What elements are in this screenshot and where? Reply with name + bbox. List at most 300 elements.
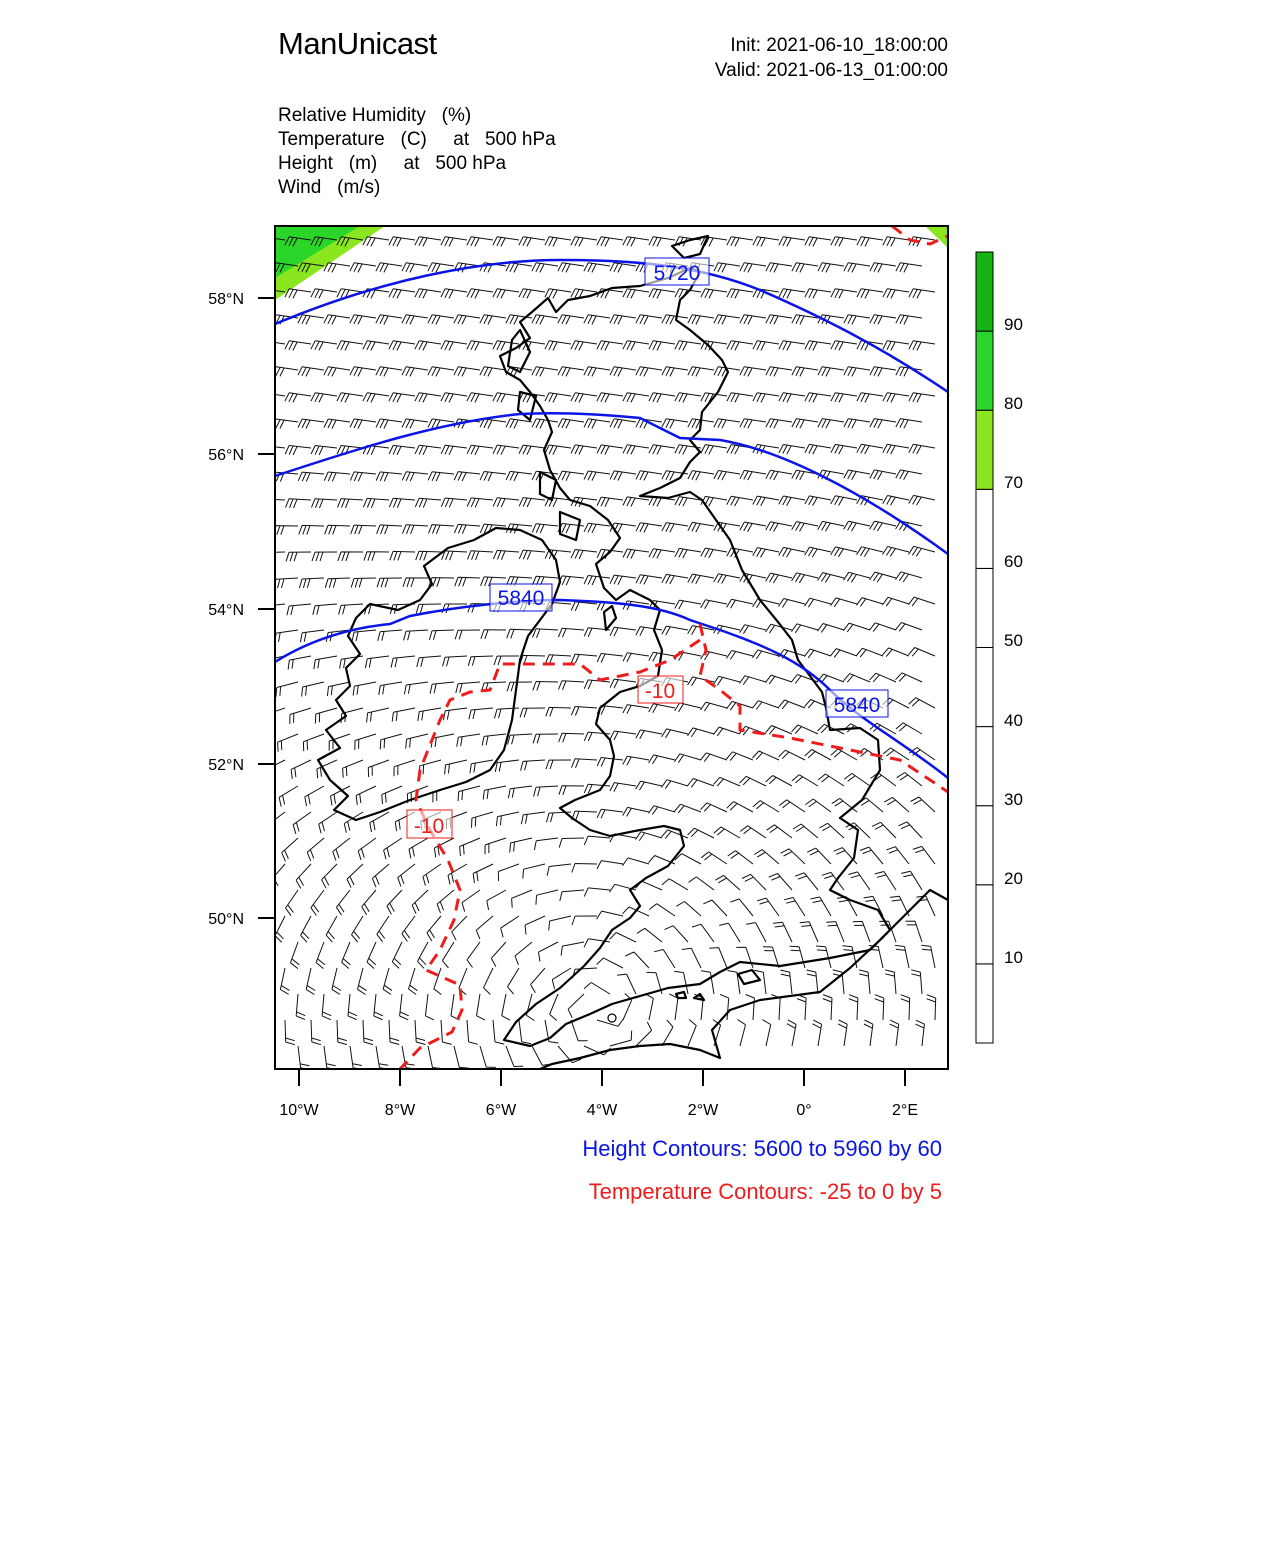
wind-barb	[792, 263, 818, 273]
wind-barb	[441, 445, 467, 455]
wind-barb	[584, 680, 610, 689]
wind-barb	[843, 623, 870, 632]
wind-barb	[766, 776, 792, 787]
wind-barb	[293, 812, 311, 834]
height-contour-note: Height Contours: 5600 to 5960 by 60	[582, 1136, 942, 1161]
wind-barb	[740, 522, 766, 532]
wind-barb	[558, 419, 584, 429]
wind-barb	[299, 525, 324, 534]
wind-barb	[403, 525, 429, 534]
wind-barb	[623, 756, 649, 765]
wind-barb	[374, 994, 383, 1020]
wind-barb	[714, 676, 741, 685]
wind-barb	[818, 573, 844, 583]
wind-barb	[274, 578, 299, 588]
wind-barb	[472, 812, 494, 828]
wind-barb	[805, 750, 831, 761]
wind-barb	[402, 315, 428, 325]
wind-barb	[298, 315, 324, 325]
wind-barb	[645, 994, 653, 1020]
wind-barb	[275, 630, 299, 643]
colorbar-label-90: 90	[1004, 315, 1023, 334]
weather-map	[208, 210, 1055, 1130]
wind-barb	[818, 521, 844, 531]
wind-barb	[688, 471, 714, 481]
wind-barb	[623, 341, 649, 351]
wind-barb	[455, 630, 480, 639]
wind-barb	[325, 578, 350, 588]
wind-barb	[391, 656, 415, 668]
wind-barb	[895, 623, 922, 632]
wind-barb	[324, 419, 350, 429]
longitude-labels	[279, 1102, 918, 1119]
wind-barb	[337, 1020, 347, 1045]
wind-barb	[921, 945, 935, 968]
wind-barb	[363, 341, 389, 351]
wind-barb	[343, 760, 363, 778]
wind-barb	[890, 1020, 899, 1046]
wind-barb	[307, 838, 324, 861]
wind-barb	[753, 393, 779, 403]
wind-barb	[443, 656, 467, 666]
wind-barb	[519, 550, 545, 559]
wind-barb	[826, 922, 844, 942]
wind-barb	[363, 393, 389, 403]
wind-barb	[662, 780, 689, 789]
wind-barb	[675, 754, 702, 763]
temperature-contour-note: Temperature Contours: -25 to 0 by 5	[588, 1179, 942, 1204]
wind-barb	[911, 797, 935, 812]
wind-barb	[675, 703, 701, 712]
wind-barb	[637, 928, 662, 942]
wind-barb	[687, 779, 714, 788]
wind-barb	[507, 682, 532, 691]
wind-barb	[584, 263, 610, 273]
wind-barb	[792, 624, 819, 633]
wind-barb	[417, 656, 441, 667]
wind-barb	[510, 838, 532, 852]
colorbar-label-10: 10	[1004, 948, 1023, 967]
wind-barb	[338, 552, 363, 561]
wind-barb	[844, 572, 871, 582]
lat-label-50n: 50°N	[208, 911, 244, 928]
init-time: Init: 2021-06-10_18:00:00	[730, 35, 948, 56]
wind-barb	[870, 572, 897, 582]
wind-barb	[389, 393, 415, 403]
wind-barb	[816, 946, 831, 968]
wind-barb	[857, 547, 883, 557]
wind-barb	[701, 548, 727, 558]
wind-barb	[336, 890, 350, 915]
wind-barb	[662, 315, 688, 325]
wind-barb	[838, 1020, 847, 1046]
wind-barb	[832, 798, 857, 812]
wind-barb	[625, 952, 649, 968]
wind-barb	[402, 472, 428, 481]
wind-barb	[773, 922, 792, 942]
wind-barb	[781, 849, 805, 864]
wind-barb	[753, 548, 779, 558]
wind-barb	[909, 341, 935, 351]
wind-barb	[662, 523, 688, 533]
wind-barb	[376, 419, 402, 429]
wind-barb	[584, 523, 610, 533]
wind-barb	[425, 994, 434, 1020]
wind-barb	[363, 498, 389, 507]
wind-barb	[558, 628, 584, 637]
coast-isle-of-wight	[738, 970, 760, 984]
wind-barb	[285, 1020, 295, 1045]
wind-barb	[367, 708, 389, 722]
wind-barb	[610, 627, 636, 636]
wind-barb	[326, 916, 337, 942]
wind-barb	[787, 1020, 796, 1046]
longitude-ticks	[299, 1069, 905, 1086]
colorbar-bin	[976, 410, 993, 489]
wind-barb	[285, 289, 311, 299]
wind-barb	[909, 393, 935, 403]
wind-barb	[703, 900, 727, 916]
wind-barb	[457, 734, 480, 747]
wind-barb	[428, 1046, 442, 1069]
wind-barb	[610, 419, 636, 429]
wind-barb	[727, 341, 753, 351]
wind-barb	[324, 1046, 336, 1070]
wind-barb	[915, 1020, 924, 1046]
wind-barb	[454, 524, 480, 533]
wind-barb	[468, 656, 493, 666]
wind-barb	[434, 838, 454, 857]
wind-barb	[766, 522, 792, 532]
wind-barb	[572, 759, 598, 768]
wind-barb	[521, 760, 545, 771]
wind-barb	[896, 419, 922, 429]
wind-barb	[571, 341, 597, 351]
wind-barb	[883, 341, 909, 351]
wind-barb	[298, 472, 324, 481]
wind-barb	[688, 828, 714, 838]
wind-barb	[675, 341, 701, 351]
wind-barb	[402, 419, 428, 429]
wind-barb	[482, 734, 506, 746]
wind-barb	[571, 1020, 588, 1041]
wind-barb	[286, 890, 299, 916]
wind-barb	[275, 916, 285, 942]
wind-barb	[545, 393, 571, 403]
wind-barb	[493, 1020, 504, 1044]
wind-barb	[400, 994, 409, 1020]
wind-barb	[434, 968, 442, 995]
wind-barb	[727, 802, 753, 812]
wind-barb	[480, 419, 506, 429]
height-label-north: 5720	[653, 262, 701, 285]
wind-barb	[445, 760, 467, 774]
wind-barb	[495, 760, 519, 772]
wind-barb	[402, 916, 415, 942]
wind-barb	[927, 995, 936, 1020]
wind-barb	[362, 890, 376, 915]
wind-barb	[831, 598, 858, 607]
wind-barb	[286, 499, 312, 508]
temp-label-central: -10	[644, 680, 676, 703]
wind-barb	[404, 682, 428, 694]
wind-barb	[676, 902, 701, 917]
height-label-mid: 5840	[497, 587, 545, 610]
wind-barb	[467, 289, 493, 299]
colorbar-bin	[976, 489, 993, 568]
wind-barb	[412, 890, 428, 914]
wind-barb	[726, 752, 753, 761]
wind-barb	[883, 496, 909, 506]
wind-barb	[493, 289, 519, 299]
wind-barb	[909, 546, 936, 556]
wind-barb	[792, 725, 819, 734]
wind-barb	[856, 648, 883, 657]
wind-barb	[763, 1020, 771, 1046]
wind-barb	[623, 393, 649, 403]
wind-barb	[487, 890, 506, 910]
wind-barb	[610, 679, 636, 688]
wind-barb	[418, 942, 429, 968]
wind-barb	[887, 847, 910, 864]
wind-barb	[501, 916, 519, 937]
wind-barb	[857, 237, 883, 247]
wind-barb	[844, 521, 870, 531]
wind-barb	[844, 263, 870, 273]
wind-barb	[792, 573, 818, 583]
wind-barb	[409, 968, 418, 995]
wind-barb	[415, 393, 441, 403]
wind-barb	[752, 701, 779, 710]
wind-barb	[727, 393, 753, 403]
wind-barb	[568, 994, 584, 1018]
wind-barb	[311, 446, 337, 456]
wind-barb	[532, 315, 558, 325]
wind-barb	[649, 549, 675, 559]
wind-barb	[793, 824, 818, 838]
wind-barb	[805, 341, 831, 351]
wind-barb	[519, 289, 545, 299]
wind-barb	[849, 995, 858, 1020]
wind-barb	[913, 846, 935, 864]
wind-barb	[610, 471, 636, 481]
wind-barb	[807, 970, 819, 994]
wind-barb	[597, 861, 623, 869]
wind-barb	[545, 289, 571, 299]
wind-barb	[692, 924, 714, 942]
wind-barb	[895, 945, 909, 968]
wind-barb	[311, 1020, 321, 1045]
wind-barb	[298, 367, 324, 377]
wind-barb	[493, 445, 519, 455]
wind-barb	[571, 654, 597, 663]
wind-barb	[669, 994, 678, 1020]
wind-barb	[512, 890, 532, 908]
wind-barb	[779, 341, 805, 351]
wind-barb	[769, 874, 792, 891]
wind-barb	[857, 444, 883, 454]
wind-barb	[338, 499, 364, 508]
wind-barb	[701, 852, 727, 864]
wind-barb	[584, 367, 610, 377]
wind-barb	[636, 832, 663, 841]
lon-label-0: 0°	[796, 1102, 812, 1119]
wind-barb	[428, 367, 454, 377]
wind-barb	[533, 629, 559, 638]
wind-barb	[376, 315, 402, 325]
wind-barb	[636, 627, 662, 636]
wind-barb	[322, 994, 331, 1020]
wind-barb	[260, 499, 285, 508]
wind-barb	[467, 1020, 478, 1044]
wind-barb	[649, 237, 675, 247]
lon-label-10w: 10°W	[279, 1102, 319, 1119]
wind-barb	[779, 599, 806, 608]
wind-barb	[883, 393, 909, 403]
wind-barb	[636, 471, 662, 481]
wind-barb	[351, 578, 376, 588]
wind-barb	[324, 367, 350, 377]
wind-barb	[467, 498, 493, 507]
wind-barb	[312, 499, 338, 508]
field-temperature: Temperature (C) at 500 hPa	[278, 129, 556, 150]
coast-ireland	[318, 528, 560, 820]
wind-barb	[276, 682, 298, 697]
wind-barb	[662, 729, 688, 738]
wind-barb	[661, 830, 688, 839]
wind-barb	[800, 922, 818, 942]
wind-barb	[288, 656, 311, 670]
wind-barb	[623, 549, 649, 559]
colorbar-label-20: 20	[1004, 869, 1023, 888]
wind-barb	[857, 393, 883, 403]
wind-barb	[493, 237, 519, 247]
wind-barb	[458, 786, 480, 801]
wind-barb	[333, 838, 350, 861]
wind-barb	[701, 803, 728, 812]
wind-barb	[532, 1046, 552, 1065]
wind-barb	[728, 851, 753, 864]
colorbar-bin	[976, 331, 993, 410]
wind-barb	[617, 974, 636, 994]
latitude-labels	[208, 291, 244, 928]
wind-barb	[311, 289, 337, 299]
wind-barb	[559, 786, 584, 795]
wind-barb	[363, 237, 389, 247]
wind-barb	[766, 624, 793, 633]
colorbar-bin	[976, 964, 993, 1043]
wind-barb	[356, 786, 376, 805]
wind-barb	[597, 958, 623, 968]
humidity-colorbar	[976, 252, 993, 1043]
wind-barb	[740, 625, 766, 634]
wind-barb	[372, 864, 389, 887]
wind-barb	[559, 838, 584, 848]
wind-barb	[636, 575, 662, 585]
wind-barb	[394, 760, 415, 776]
wind-barb	[766, 263, 792, 273]
wind-barb	[347, 864, 363, 888]
colorbar-bin	[976, 727, 993, 806]
wind-barb	[623, 807, 649, 816]
wind-barb	[649, 704, 675, 713]
wind-barb	[350, 315, 376, 325]
wind-barb	[325, 525, 350, 534]
wind-barb	[545, 341, 571, 351]
wind-barb	[779, 547, 805, 557]
low-center-marker	[608, 1014, 616, 1022]
wind-barb	[572, 864, 597, 873]
wind-barb	[805, 237, 831, 247]
wind-barb	[298, 1046, 310, 1070]
wind-barb	[533, 734, 558, 743]
wind-barb	[701, 289, 727, 299]
wind-barb	[875, 872, 896, 891]
wind-barb	[623, 653, 649, 662]
wind-barb	[383, 968, 392, 995]
coast-isle-of-man	[604, 606, 616, 630]
wind-barb	[857, 289, 883, 299]
wind-barb	[324, 315, 350, 325]
wind-barb	[467, 393, 493, 403]
wind-barb	[831, 393, 857, 403]
wind-barb	[299, 578, 324, 588]
wind-barb	[536, 890, 558, 905]
wind-barb	[727, 651, 754, 660]
wind-barb	[378, 630, 402, 641]
wind-barb	[610, 575, 636, 585]
wind-barb	[753, 237, 779, 247]
wind-barb	[314, 656, 337, 669]
wind-barb	[508, 968, 520, 994]
wind-barb	[350, 472, 376, 482]
lat-label-54n: 54°N	[208, 602, 244, 619]
wind-barb	[779, 289, 805, 299]
lon-label-4w: 4°W	[586, 1102, 618, 1119]
wind-barb	[506, 419, 532, 429]
wind-barb	[765, 675, 792, 684]
wind-barb	[675, 600, 701, 609]
wind-barb	[460, 838, 480, 856]
wind-barb	[531, 968, 545, 993]
wind-barb	[746, 995, 755, 1021]
wind-barb	[260, 552, 285, 562]
wind-barb	[469, 708, 493, 719]
wind-barb	[454, 1046, 469, 1068]
wind-barb	[376, 367, 402, 377]
wind-barb	[662, 367, 688, 377]
wind-barb	[455, 577, 480, 586]
wind-barb	[883, 547, 910, 557]
wind-barb	[311, 393, 337, 403]
wind-barb	[844, 674, 871, 683]
coast-france	[540, 890, 948, 1069]
wind-barb	[597, 654, 623, 663]
wind-barb	[649, 806, 676, 815]
latitude-ticks	[258, 298, 275, 918]
wind-barb	[831, 496, 857, 506]
wind-barb	[392, 942, 402, 968]
wind-barb	[398, 864, 415, 887]
wind-barb	[519, 498, 545, 508]
wind-barb	[306, 968, 315, 994]
wind-barb	[727, 237, 753, 247]
wind-barb	[636, 315, 662, 325]
wind-barb	[688, 315, 714, 325]
wind-barb	[311, 890, 324, 916]
wind-barb	[546, 707, 571, 716]
wind-barb	[443, 708, 467, 720]
